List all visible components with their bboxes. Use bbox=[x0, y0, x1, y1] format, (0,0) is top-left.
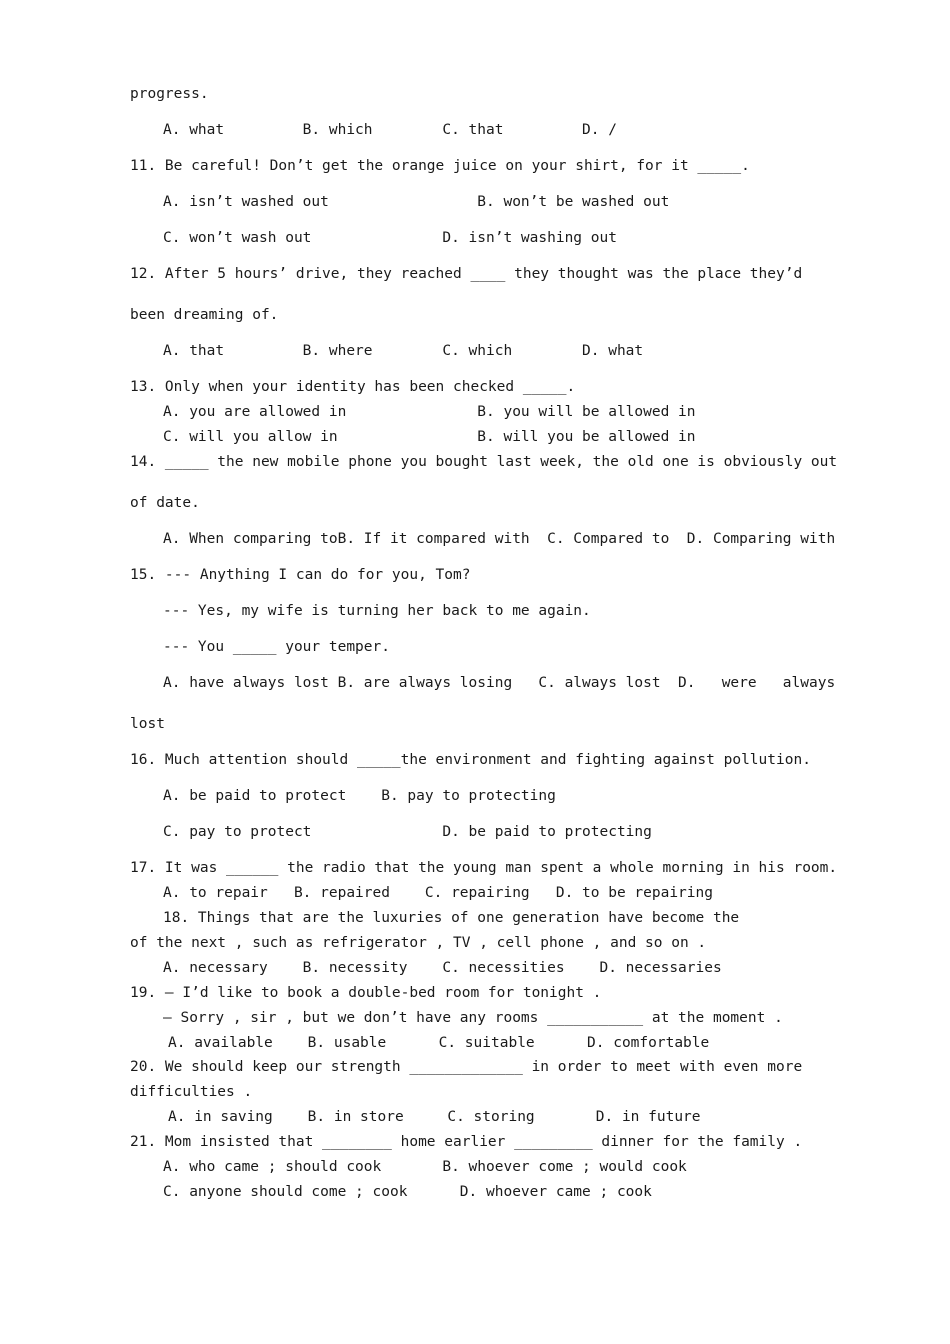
question-11: 11. Be careful! Don’t get the orange juice on your shirt, for it _____. bbox=[130, 158, 750, 174]
question-15: 15. --- Anything I can do for you, Tom? bbox=[130, 567, 471, 583]
question-20: 20. We should keep our strength _____________ in order to meet with even more bbox=[130, 1059, 803, 1075]
question-21: 21. Mom insisted that ________ home earlier _________ dinner for the family . bbox=[130, 1134, 803, 1150]
answer-options: A. available B. usable C. suitable D. comfortable bbox=[168, 1035, 710, 1051]
text-line: of date. bbox=[130, 495, 200, 511]
question-16: 16. Much attention should _____the environment and fighting against pollution. bbox=[130, 752, 811, 768]
question-17: 17. It was ______ the radio that the young man spent a whole morning in his room. bbox=[130, 860, 838, 876]
answer-options: C. will you allow in B. will you be allowed in bbox=[163, 429, 696, 445]
answer-options: A. be paid to protect B. pay to protecting bbox=[163, 788, 556, 804]
answer-options: A. have always lost B. are always losing C. always lost D. were always bbox=[163, 675, 836, 691]
text-line: progress. bbox=[130, 86, 209, 102]
question-14: 14. _____ the new mobile phone you bought last week, the old one is obviously out bbox=[130, 454, 838, 470]
answer-options: A. in saving B. in store C. storing D. in future bbox=[168, 1109, 701, 1125]
answer-options: A. who came ; should cook B. whoever come ; would cook bbox=[163, 1159, 687, 1175]
question-18: 18. Things that are the luxuries of one generation have become the bbox=[163, 910, 740, 926]
dialogue-line: — Sorry , sir , but we don’t have any rooms ___________ at the moment . bbox=[163, 1010, 783, 1026]
answer-options: A. isn’t washed out B. won’t be washed out bbox=[163, 194, 670, 210]
dialogue-line: --- Yes, my wife is turning her back to me again. bbox=[163, 603, 591, 619]
dialogue-line: --- You _____ your temper. bbox=[163, 639, 390, 655]
answer-options: A. to repair B. repaired C. repairing D. to be repairing bbox=[163, 885, 713, 901]
answer-options: A. that B. where C. which D. what bbox=[163, 343, 644, 359]
answer-options: C. won’t wash out D. isn’t washing out bbox=[163, 230, 617, 246]
answer-options: A. necessary B. necessity C. necessities D. necessaries bbox=[163, 960, 722, 976]
text-line: been dreaming of. bbox=[130, 307, 279, 323]
answer-options: C. anyone should come ; cook D. whoever came ; cook bbox=[163, 1184, 652, 1200]
answer-options: A. When comparing toB. If it compared with C. Compared to D. Comparing with bbox=[163, 531, 836, 547]
question-13: 13. Only when your identity has been checked _____. bbox=[130, 379, 576, 395]
text-line: of the next , such as refrigerator , TV , cell phone , and so on . bbox=[130, 935, 707, 951]
question-12: 12. After 5 hours’ drive, they reached ____ they thought was the place they’d bbox=[130, 266, 803, 282]
answer-options: A. what B. which C. that D. / bbox=[163, 122, 617, 138]
text-line: difficulties . bbox=[130, 1084, 253, 1100]
question-19: 19. — I’d like to book a double-bed room for tonight . bbox=[130, 985, 602, 1001]
answer-options: A. you are allowed in B. you will be allowed in bbox=[163, 404, 696, 420]
text-line: lost bbox=[130, 716, 165, 732]
answer-options: C. pay to protect D. be paid to protecting bbox=[163, 824, 652, 840]
